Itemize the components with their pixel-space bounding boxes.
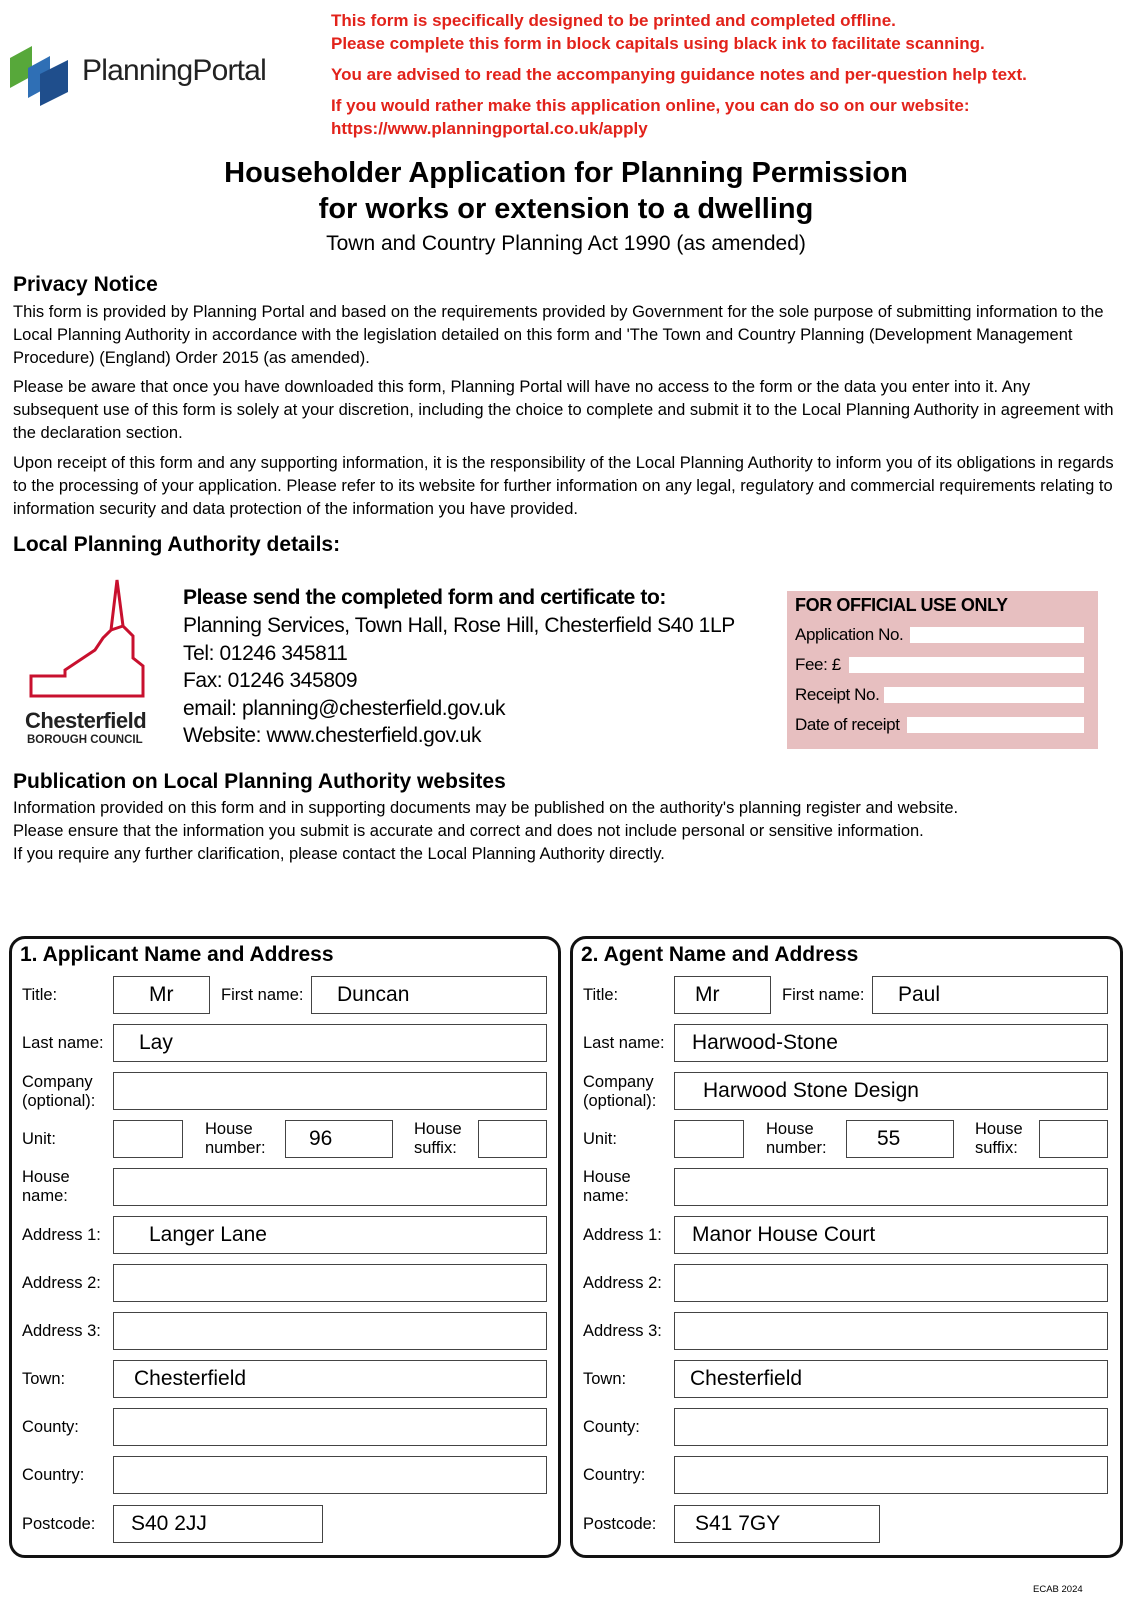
privacy-heading: Privacy Notice bbox=[13, 273, 158, 296]
applicant-postcode-label: Postcode: bbox=[22, 1515, 96, 1533]
agent-address1-label: Address 1: bbox=[583, 1226, 662, 1244]
publication-line-2: Please ensure that the information you submit is accurate and correct and does not include personal or sensitive information. bbox=[13, 822, 924, 840]
applicant-title-label: Title: bbox=[22, 986, 58, 1004]
agent-address3-input[interactable] bbox=[674, 1312, 1108, 1350]
chesterfield-logo bbox=[25, 578, 167, 750]
agent-postcode-label: Postcode: bbox=[583, 1515, 657, 1533]
agent-house-number-input[interactable]: 55 bbox=[846, 1120, 954, 1158]
receipt-no-label: Receipt No. bbox=[795, 685, 880, 704]
lpa-website-link[interactable]: Website: www.chesterfield.gov.uk bbox=[183, 724, 482, 747]
agent-house-suffix-label-2: suffix: bbox=[975, 1139, 1018, 1157]
planning-portal-logo bbox=[10, 40, 290, 110]
applicant-house-suffix-input[interactable] bbox=[478, 1120, 547, 1158]
lpa-address: Planning Services, Town Hall, Rose Hill, Chesterfield S40 1LP bbox=[183, 614, 735, 637]
privacy-paragraph-2: Please be aware that once you have downloaded this form, Planning Portal will have no access to the form or the data you enter into it. Any subsequent use of this form is solely at your discretion, including the choice to complete and submit it to the Local Planning Authority in agreement with the declaration section. bbox=[13, 378, 1114, 442]
applicant-address3-input[interactable] bbox=[113, 1312, 547, 1350]
agent-address3-label: Address 3: bbox=[583, 1322, 662, 1340]
applicant-company-label-1: Company bbox=[22, 1073, 93, 1091]
agent-house-name-input[interactable] bbox=[674, 1168, 1108, 1206]
agent-country-input[interactable] bbox=[674, 1456, 1108, 1494]
applicant-house-name-label-1: House bbox=[22, 1168, 70, 1186]
applicant-house-number-input[interactable]: 96 bbox=[285, 1120, 393, 1158]
crooked-spire-icon bbox=[25, 578, 167, 698]
applicant-company-label-2: (optional): bbox=[22, 1092, 96, 1110]
notice-guidance: You are advised to read the accompanying guidance notes and per-question help text. bbox=[331, 65, 1027, 84]
lpa-fax: Fax: 01246 345809 bbox=[183, 669, 358, 692]
notice-url-link[interactable]: https://www.planningportal.co.uk/apply bbox=[331, 119, 648, 138]
applicant-address2-label: Address 2: bbox=[22, 1274, 101, 1292]
applicant-house-number-label-2: number: bbox=[205, 1139, 266, 1157]
logo-text: PlanningPortal bbox=[82, 54, 266, 87]
applicant-postcode-input[interactable]: S40 2JJ bbox=[113, 1505, 323, 1543]
applicant-country-input[interactable] bbox=[113, 1456, 547, 1494]
agent-house-number-label-2: number: bbox=[766, 1139, 827, 1157]
applicant-county-label: County: bbox=[22, 1418, 79, 1436]
agent-house-suffix-input[interactable] bbox=[1039, 1120, 1108, 1158]
agent-house-number-label-1: House bbox=[766, 1120, 814, 1138]
lpa-heading: Local Planning Authority details: bbox=[13, 533, 341, 556]
fee-field[interactable] bbox=[849, 657, 1084, 673]
agent-house-suffix-label-1: House bbox=[975, 1120, 1023, 1138]
applicant-panel bbox=[9, 936, 561, 1558]
agent-first-name-input[interactable]: Paul bbox=[872, 976, 1108, 1014]
applicant-house-number-label-1: House bbox=[205, 1120, 253, 1138]
agent-address1-input[interactable]: Manor House Court bbox=[674, 1216, 1108, 1254]
publication-line-1: Information provided on this form and in supporting documents may be published on the authority's planning register and website. bbox=[13, 799, 959, 817]
lpa-send-heading: Please send the completed form and certificate to: bbox=[183, 586, 666, 609]
applicant-section-title: 1. Applicant Name and Address bbox=[20, 943, 334, 966]
notice-block-capitals: Please complete this form in block capitals using black ink to facilitate scanning. bbox=[331, 34, 985, 53]
date-of-receipt-field[interactable] bbox=[907, 717, 1084, 733]
footer-code: ECAB 2024 bbox=[1033, 1584, 1083, 1595]
agent-last-name-input[interactable]: Harwood-Stone bbox=[674, 1024, 1108, 1062]
agent-country-label: Country: bbox=[583, 1466, 646, 1484]
privacy-paragraph-1: This form is provided by Planning Portal and based on the requirements provided by Government for the sole purpose of submitting information to the Local Planning Authority in accordance with the legislation detailed on this form and 'The Town and Country Planning (Development Management Procedure) (England) Order 2015 (as amended). bbox=[13, 303, 1104, 367]
agent-unit-input[interactable] bbox=[674, 1120, 744, 1158]
applicant-address1-label: Address 1: bbox=[22, 1226, 101, 1244]
agent-first-name-label: First name: bbox=[782, 986, 865, 1004]
date-of-receipt-label: Date of receipt bbox=[795, 715, 900, 734]
applicant-first-name-input[interactable]: Duncan bbox=[311, 976, 547, 1014]
agent-county-label: County: bbox=[583, 1418, 640, 1436]
agent-section-title: 2. Agent Name and Address bbox=[581, 943, 859, 966]
applicant-town-label: Town: bbox=[22, 1370, 66, 1388]
applicant-house-name-label-2: name: bbox=[22, 1187, 68, 1205]
agent-house-name-label-1: House bbox=[583, 1168, 631, 1186]
lpa-tel: Tel: 01246 345811 bbox=[183, 642, 348, 665]
agent-title-input[interactable]: Mr bbox=[674, 976, 771, 1014]
agent-company-label-2: (optional): bbox=[583, 1092, 657, 1110]
agent-unit-label: Unit: bbox=[583, 1130, 617, 1148]
agent-address2-label: Address 2: bbox=[583, 1274, 662, 1292]
official-use-heading: FOR OFFICIAL USE ONLY bbox=[795, 595, 1008, 615]
applicant-town-input[interactable]: Chesterfield bbox=[113, 1360, 547, 1398]
agent-county-input[interactable] bbox=[674, 1408, 1108, 1446]
application-no-label: Application No. bbox=[795, 625, 904, 644]
chesterfield-logo-name: Chesterfield bbox=[25, 708, 147, 733]
notice-offline: This form is specifically designed to be printed and completed offline. bbox=[331, 11, 896, 30]
form-act: Town and Country Planning Act 1990 (as amended) bbox=[326, 232, 806, 255]
form-title-line2: for works or extension to a dwelling bbox=[318, 193, 814, 225]
receipt-no-field[interactable] bbox=[884, 687, 1084, 703]
application-no-field[interactable] bbox=[910, 627, 1084, 643]
agent-address2-input[interactable] bbox=[674, 1264, 1108, 1302]
agent-last-name-label: Last name: bbox=[583, 1034, 665, 1052]
applicant-last-name-input[interactable]: Lay bbox=[113, 1024, 547, 1062]
publication-line-3: If you require any further clarification, please contact the Local Planning Authority directly. bbox=[13, 845, 665, 863]
applicant-company-input[interactable] bbox=[113, 1072, 547, 1110]
form-title-line1: Householder Application for Planning Permission bbox=[224, 157, 908, 189]
notice-online: If you would rather make this application online, you can do so on our website: bbox=[331, 96, 970, 115]
applicant-country-label: Country: bbox=[22, 1466, 85, 1484]
applicant-county-input[interactable] bbox=[113, 1408, 547, 1446]
agent-town-input[interactable]: Chesterfield bbox=[674, 1360, 1108, 1398]
agent-house-name-label-2: name: bbox=[583, 1187, 629, 1205]
planning-portal-logo-icon bbox=[10, 40, 72, 108]
applicant-address1-input[interactable]: Langer Lane bbox=[113, 1216, 547, 1254]
chesterfield-logo-sub: BOROUGH COUNCIL bbox=[27, 734, 143, 746]
agent-title-label: Title: bbox=[583, 986, 619, 1004]
agent-panel bbox=[570, 936, 1123, 1558]
agent-town-label: Town: bbox=[583, 1370, 627, 1388]
lpa-email-link[interactable]: email: planning@chesterfield.gov.uk bbox=[183, 697, 506, 720]
applicant-house-suffix-label-1: House bbox=[414, 1120, 462, 1138]
official-use-panel bbox=[787, 591, 1098, 749]
applicant-address3-label: Address 3: bbox=[22, 1322, 101, 1340]
applicant-unit-input[interactable] bbox=[113, 1120, 183, 1158]
privacy-paragraph-3: Upon receipt of this form and any supporting information, it is the responsibility of the Local Planning Authority to inform you of its obligations in regards to the processing of your application. Please refer to its website for further information on any legal, regulatory and commercial requirements relating to information security and data protection of the information you have provided. bbox=[13, 454, 1114, 518]
publication-heading: Publication on Local Planning Authority websites bbox=[13, 770, 506, 793]
agent-company-input[interactable]: Harwood Stone Design bbox=[674, 1072, 1108, 1110]
agent-company-label-1: Company bbox=[583, 1073, 654, 1091]
applicant-house-suffix-label-2: suffix: bbox=[414, 1139, 457, 1157]
applicant-house-name-input[interactable] bbox=[113, 1168, 547, 1206]
applicant-address2-input[interactable] bbox=[113, 1264, 547, 1302]
applicant-unit-label: Unit: bbox=[22, 1130, 56, 1148]
applicant-title-input[interactable]: Mr bbox=[113, 976, 210, 1014]
fee-label: Fee: £ bbox=[795, 655, 841, 674]
applicant-first-name-label: First name: bbox=[221, 986, 304, 1004]
applicant-last-name-label: Last name: bbox=[22, 1034, 104, 1052]
agent-postcode-input[interactable]: S41 7GY bbox=[674, 1505, 880, 1543]
